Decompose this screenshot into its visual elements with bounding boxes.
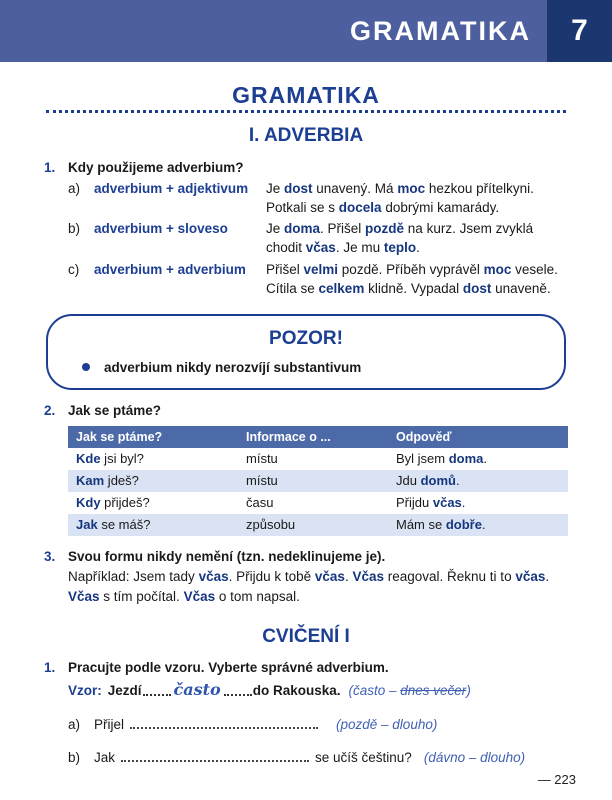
item-examples — [266, 260, 568, 298]
text-segment: unavený. Má — [312, 181, 398, 196]
text-segment: na kurz. Jsem zvyklá chodit — [266, 221, 534, 256]
answer-options: (dávno – dlouho) — [423, 750, 526, 766]
table-row — [68, 514, 568, 536]
question-3-heading — [44, 549, 568, 564]
chapter-header-title: GRAMATIKA — [0, 0, 547, 62]
text-segment: . Je mu — [335, 240, 384, 256]
question-3-examples — [68, 567, 568, 606]
vzor-sentence-end: do Rakouska. — [252, 683, 341, 699]
dotted-divider — [46, 109, 566, 113]
question-title: Kdy použijeme adverbium? — [68, 160, 244, 175]
adverbium-usage-list — [68, 179, 568, 298]
fill-in-blank — [130, 727, 318, 729]
question-1-heading — [44, 160, 568, 175]
text-segment: hezkou přítelkyni. Potkali se s — [266, 181, 534, 216]
table-cell-answer — [388, 492, 568, 514]
pozor-title: POZOR! — [269, 327, 343, 349]
text-segment: Jdu — [396, 473, 421, 489]
text-segment: Mám se — [396, 517, 446, 533]
sentence-end: se učíš češtinu? — [315, 750, 412, 766]
pozor-bullet-text: adverbium nikdy nerozvíjí substantivum — [104, 359, 362, 375]
text-segment: dobře — [445, 517, 482, 533]
text-segment: pozdě — [365, 221, 405, 237]
question-2-heading — [44, 403, 568, 418]
text-segment: dost — [284, 181, 313, 196]
text-segment: vesele. Cítila se — [266, 261, 558, 296]
text-segment: Včas — [68, 588, 100, 604]
text-segment: . — [481, 517, 486, 533]
text-segment: přijdeš? — [100, 495, 150, 511]
item-letter: a) — [68, 717, 81, 733]
exercise-item — [68, 750, 568, 765]
text-segment: Byl jsem — [396, 451, 449, 467]
text-segment: . — [344, 568, 353, 584]
text-segment: moc — [397, 181, 426, 196]
pozor-callout-box — [46, 314, 566, 390]
table-header-cell: Odpověď — [388, 426, 568, 448]
text-segment: reagoval. Řeknu ti to — [384, 568, 516, 584]
sentence-start: Přijel — [94, 717, 125, 733]
vzor-sentence-start: Jezdí — [107, 683, 142, 699]
sentence-start: Jak — [94, 750, 116, 766]
page-content — [0, 62, 612, 765]
text-segment: Kdy — [76, 495, 101, 511]
text-segment: Například: Jsem tady — [68, 568, 199, 584]
table-cell-answer — [388, 514, 568, 536]
table-cell-question — [68, 514, 238, 536]
question-number: 2. — [44, 402, 56, 418]
chapter-header — [0, 0, 612, 62]
table-cell-info: místu — [246, 473, 278, 489]
table-header-cell: Informace o ... — [238, 426, 388, 448]
question-number: 1. — [44, 160, 56, 175]
text-segment: včas — [198, 568, 229, 584]
table-header-row — [68, 426, 568, 448]
text-segment: jdeš? — [104, 473, 139, 489]
list-item — [68, 219, 568, 257]
table-cell-info: místu — [246, 451, 278, 467]
bullet-dot-icon — [82, 363, 90, 371]
text-segment: s tím počítal. — [99, 588, 184, 604]
text-segment: Je — [266, 221, 285, 237]
section-title-adverbia: I. ADVERBIA — [248, 125, 364, 146]
list-item — [68, 179, 568, 217]
table-cell-info: způsobu — [246, 517, 296, 533]
text-segment: . Přišel — [320, 221, 366, 237]
text-segment: . — [461, 495, 466, 511]
text-segment: Přijdu — [396, 495, 433, 511]
page-number: — 223 — [537, 772, 576, 787]
text-segment: Je — [266, 181, 285, 196]
item-examples — [266, 219, 568, 257]
item-letter: b) — [68, 750, 81, 766]
table-cell-question — [68, 470, 238, 492]
text-segment: celkem — [318, 280, 365, 296]
item-letter: a) — [68, 181, 81, 196]
text-segment: Kam — [76, 473, 105, 489]
table-row — [68, 448, 568, 470]
question-number: 3. — [44, 548, 56, 564]
dotted-blank-segment — [143, 694, 171, 696]
text-segment: včas — [305, 240, 336, 256]
item-label: adverbium + sloveso — [94, 221, 228, 237]
text-segment: moc — [483, 261, 512, 277]
text-segment: včas — [314, 568, 345, 584]
text-segment: unaveně. — [491, 280, 551, 296]
table-cell-question — [68, 448, 238, 470]
item-examples — [266, 179, 568, 217]
text-segment: Včas — [352, 568, 384, 584]
text-segment: včas — [432, 495, 462, 511]
text-segment: . — [545, 568, 550, 584]
option-crossed-out: dnes večer — [400, 683, 467, 699]
text-segment: dobrými kamarády. — [381, 200, 500, 216]
text-segment: Jak — [76, 517, 98, 533]
pozor-bullet-item — [74, 360, 538, 375]
text-segment: doma — [448, 451, 484, 467]
table-cell-answer — [388, 470, 568, 492]
text-segment: . — [416, 240, 420, 256]
table-row — [68, 470, 568, 492]
item-letter: c) — [68, 261, 80, 277]
chapter-number-badge: 7 — [547, 0, 612, 62]
table-cell-answer — [388, 448, 568, 470]
text-segment: jsi byl? — [100, 451, 144, 467]
text-segment: . — [483, 451, 488, 467]
text-segment: docela — [338, 200, 382, 216]
table-row — [68, 492, 568, 514]
text-segment: . Přijdu k tobě — [228, 568, 315, 584]
item-letter: b) — [68, 221, 81, 237]
table-header-cell: Jak se ptáme? — [68, 426, 238, 448]
fill-in-blank — [121, 760, 309, 762]
page-title: GRAMATIKA — [232, 82, 380, 108]
section-title-cviceni: CVIČENÍ I — [262, 626, 350, 648]
text-segment: pozdě. Příběh vyprávěl — [338, 261, 484, 277]
text-segment: klidně. Vypadal — [364, 280, 463, 296]
vzor-options — [348, 683, 470, 698]
exercise-1-heading — [44, 660, 568, 675]
item-label: adverbium + adverbium — [94, 261, 246, 277]
table-cell-question — [68, 492, 238, 514]
list-item — [68, 260, 568, 298]
text-segment: dost — [462, 280, 492, 296]
questions-table — [68, 426, 568, 536]
text-segment: o tom napsal. — [215, 588, 300, 604]
text-segment: doma — [284, 221, 321, 237]
text-segment: Včas — [183, 588, 216, 604]
text-segment: Přišel — [266, 261, 304, 277]
dotted-blank-segment — [224, 694, 252, 696]
exercise-number: 1. — [44, 660, 56, 676]
text-segment: se máš? — [97, 517, 151, 533]
table-cell-info: času — [246, 495, 274, 511]
exercise-item — [68, 717, 568, 732]
question-title: Svou formu nikdy nemění (tzn. nedeklinujeme je). — [68, 548, 386, 564]
handwritten-answer: často — [173, 680, 221, 700]
exercise-title: Pracujte podle vzoru. Vyberte správné adverbium. — [68, 660, 389, 676]
text-segment: domů — [420, 473, 456, 489]
question-title: Jak se ptáme? — [68, 402, 162, 418]
option-close-paren: ) — [466, 683, 471, 699]
vzor-label: Vzor: — [68, 683, 102, 699]
answer-options: (pozdě – dlouho) — [336, 717, 438, 733]
item-label: adverbium + adjektivum — [94, 181, 249, 196]
text-segment: velmi — [303, 261, 339, 277]
text-segment: včas — [515, 568, 546, 584]
text-segment: . — [455, 473, 460, 489]
exercise-example-line — [68, 680, 568, 699]
option-kept: (často – — [348, 683, 401, 699]
text-segment: Kde — [76, 451, 101, 467]
text-segment: teplo — [383, 240, 417, 256]
